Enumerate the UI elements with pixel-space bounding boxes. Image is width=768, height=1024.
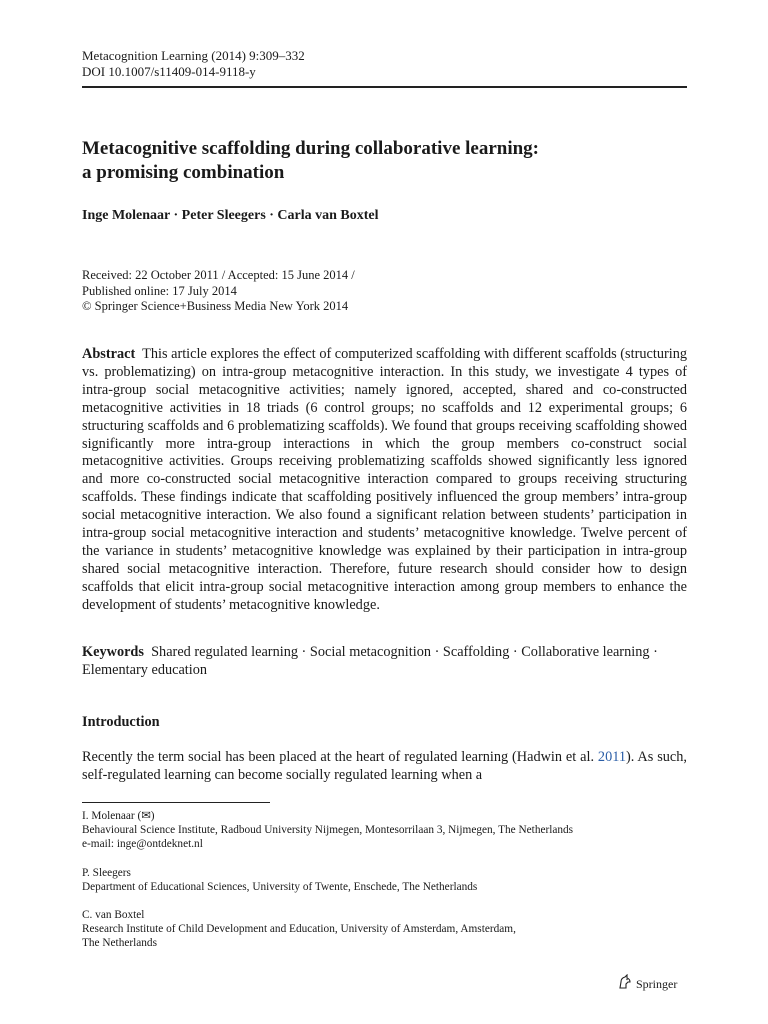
abstract-text: This article explores the effect of computerized scaffolding with different scaffolds (structuring vs. problematizing) on intra-group metacognitive interaction. In this study, we investigate 4 types of intra-group social metacognitive activities; namely ignored, accepted, shared and co-constructed metacognitive activities in 18 triads (6 control groups; no scaffolds and 12 experimental groups; 6 structuring scaffolds and 6 problematizing scaffolds). We found that groups receiving scaffolding showed significantly more intra-group interactions in which the group members co-construct social metacognitive activities. Groups receiving problematizing scaffolds showed significantly less ignored and more co-constructed social metacognitive interaction compared to groups receiving structuring scaffolds. These findings indicate that scaffolding positively influenced the group members’ intra-group social metacognitive interaction. We also found a significant relation between students’ participation in intra-group social metacognitive interaction and students’ metacognitive knowledge. Twelve percent of the variance in students’ metacognitive knowledge was explained by their participation in intra-group shared social metacognitive interaction. Therefore, future research should consider how to design scaffolds that elicit intra-group social metacognitive interaction among group members to enhance the development of students’ metacognitive knowledge. bbox=[82, 346, 687, 613]
keywords-label: Keywords bbox=[82, 644, 144, 660]
author-name: C. van Boxtel bbox=[82, 909, 145, 922]
author-institution: Research Institute of Child Development and Education, University of Amsterdam, Amsterdam, bbox=[82, 923, 516, 936]
copyright: © Springer Science+Business Media New York 2014 bbox=[82, 299, 349, 313]
springer-horse-icon bbox=[617, 974, 633, 994]
author-institution: Department of Educational Sciences, University of Twente, Enschede, The Netherlands bbox=[82, 880, 478, 893]
author-list: Inge Molenaar · Peter Sleegers · Carla van Boxtel bbox=[82, 208, 379, 223]
journal-citation: Metacognition Learning (2014) 9:309–332 bbox=[82, 48, 305, 63]
publisher-logo bbox=[617, 974, 677, 994]
affiliation-molenaar bbox=[82, 809, 687, 852]
received-accepted: Received: 22 October 2011 / Accepted: 15 June 2014 / bbox=[82, 268, 355, 282]
author-institution: Behavioural Science Institute, Radboud University Nijmegen, Montesorrilaan 3, Nijmegen, The Netherlands bbox=[82, 824, 574, 837]
intro-text-after: ). As such, self-regulated learning can become socially regulated learning when a bbox=[82, 749, 687, 783]
keywords-text: Shared regulated learning · Social metacognition · Scaffolding · Collaborative learning · Elementary education bbox=[82, 644, 658, 678]
header-rule bbox=[82, 86, 687, 88]
author-name: I. Molenaar (✉) bbox=[82, 810, 155, 822]
journal-header bbox=[82, 48, 305, 80]
author-email: e-mail: inge@ontdeknet.nl bbox=[82, 838, 203, 851]
paper-page bbox=[82, 0, 687, 1024]
affiliation-van-boxtel bbox=[82, 908, 687, 951]
citation-link[interactable]: 2011 bbox=[597, 749, 626, 765]
author-name: P. Sleegers bbox=[82, 866, 131, 879]
publisher-name: Springer bbox=[636, 976, 678, 991]
introduction-heading: Introduction bbox=[82, 714, 160, 730]
intro-text-before: Recently the term social has been placed at the heart of regulated learning (Hadwin et al. bbox=[82, 749, 598, 765]
author-affiliations bbox=[82, 809, 687, 965]
title-line-2: a promising combination bbox=[82, 162, 285, 183]
introduction-text bbox=[82, 749, 687, 785]
title-line-1: Metacognitive scaffolding during collaborative learning: bbox=[82, 138, 540, 159]
published-online: Published online: 17 July 2014 bbox=[82, 283, 237, 298]
keywords bbox=[82, 644, 687, 680]
publication-dates bbox=[82, 268, 355, 315]
footnote-rule bbox=[82, 802, 270, 803]
author-country: The Netherlands bbox=[82, 937, 157, 950]
affiliation-sleegers bbox=[82, 866, 687, 894]
abstract bbox=[82, 346, 687, 615]
doi: DOI 10.1007/s11409-014-9118-y bbox=[82, 64, 256, 79]
article-title bbox=[82, 137, 687, 185]
abstract-label: Abstract bbox=[82, 346, 136, 362]
